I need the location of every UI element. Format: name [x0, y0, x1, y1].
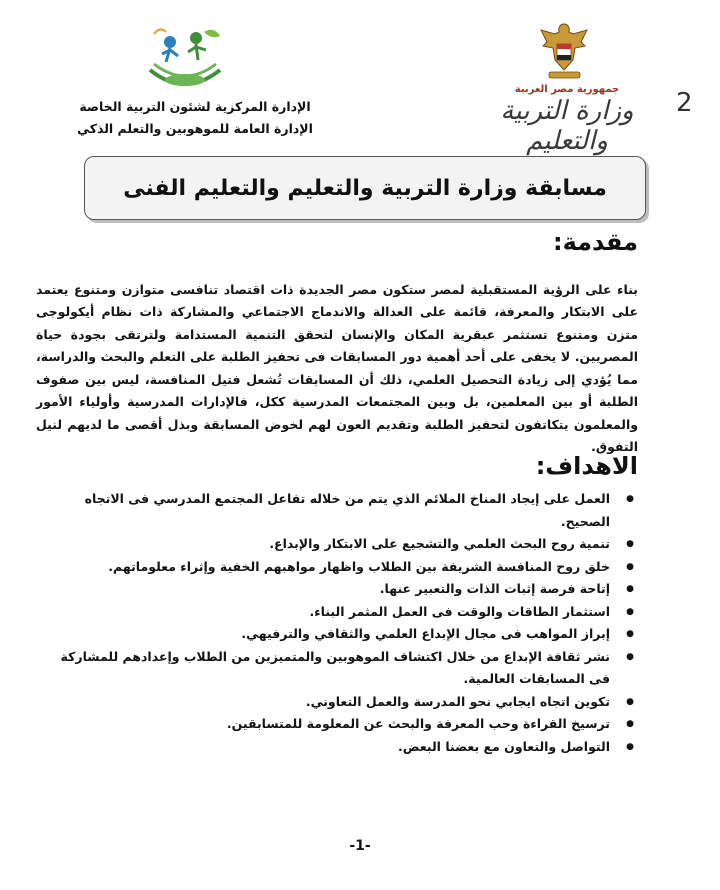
- goal-item: ● إبراز المواهب فى مجال الإبداع العلمي والثقافي والترفيهي.: [36, 623, 636, 646]
- goal-item: ● استثمار الطاقات والوقت فى العمل المثمر البناء.: [36, 601, 636, 624]
- special-education-logo: [140, 20, 230, 95]
- page-title: مسابقة وزارة التربية والتعليم والتعليم الفنى: [123, 175, 607, 201]
- admin-line-central: الإدارة المركزية لشئون التربية الخاصة: [79, 99, 311, 114]
- administration-heading: [70, 96, 320, 140]
- goal-item: ● نشر ثقافة الإبداع من خلال اكتشاف الموهوبين والمتميزين من الطلاب وإعدادهم للمشاركة فى المسابقات العالمية.: [36, 646, 636, 691]
- republic-label: جمهورية مصر العربية: [514, 84, 620, 95]
- footer-page-number: -1-: [349, 838, 371, 854]
- goal-item: ● خلق روح المنافسة الشريفة بين الطلاب واظهار مواهبهم الخفية وإثراء معلوماتهم.: [36, 556, 636, 579]
- goals-list: [36, 488, 636, 758]
- intro-paragraph: بناء على الرؤية المستقبلية لمصر ستكون مصر الجديدة ذات اقتصاد تنافسى متوازن ومتنوع يعتمد على الابتكار والمعرفة، قائمة على العدالة والاندماج الاجتماعي والمشاركة ذات نظام أيكولوجى متزن ومتنوع تستثمر عبقرية المكان والإنسان لتحقق التنمية المستدامة ولترتقى بجودة حياة المصريين. لا يخفى على أحد أهمية دور المسابقات فى تحفيز الطلبة على التعلم والبحث والدراسة، مما يُؤدي إلى زيادة التحصيل العلمي، ذلك أن المسابقات تُشعل فتيل المنافسة، ليس بين صفوف الطلبة أو بين المعلمين، بل وبين المجتمعات المدرسية ككل، فالإدارات المدرسية وأولياء الأمور والمعلمون يتكاتفون لتحفيز الطلبة وتقديم العون لهم لخوض المسابقة وبذل أقصى ما لديهم لنيل التفوق.: [36, 281, 638, 454]
- ministry-logo: [482, 20, 652, 156]
- goal-item: ● إتاحة فرصة إثبات الذات والتعبير عنها.: [36, 578, 636, 601]
- goal-item: ● تنمية روح البحث العلمي والتشجيع على الابتكار والإبداع.: [36, 533, 636, 556]
- ministry-calligraphy: وزارة التربية والتعليم: [500, 96, 634, 156]
- title-box: [84, 156, 646, 220]
- goal-item: ● التواصل والتعاون مع بعضنا البعض.: [36, 736, 636, 759]
- page-number: 2: [676, 88, 693, 118]
- goal-item: ● ترسيخ القراءة وحب المعرفة والبحث عن المعلومة للمتسابقين.: [36, 713, 636, 736]
- goal-item: ● تكوين اتجاه ايجابي نحو المدرسة والعمل التعاوني.: [36, 691, 636, 714]
- intro-heading: مقدمة:: [552, 228, 638, 256]
- admin-line-gifted: الإدارة العامة للموهوبين والتعلم الذكي: [77, 121, 313, 136]
- goal-item: ● العمل على إيجاد المناخ الملائم الذي يتم من خلاله تفاعل المجتمع المدرسي فى الاتجاه الصحيح.: [36, 488, 636, 533]
- egypt-eagle-icon: [537, 20, 592, 82]
- goals-heading: الاهداف:: [535, 452, 638, 480]
